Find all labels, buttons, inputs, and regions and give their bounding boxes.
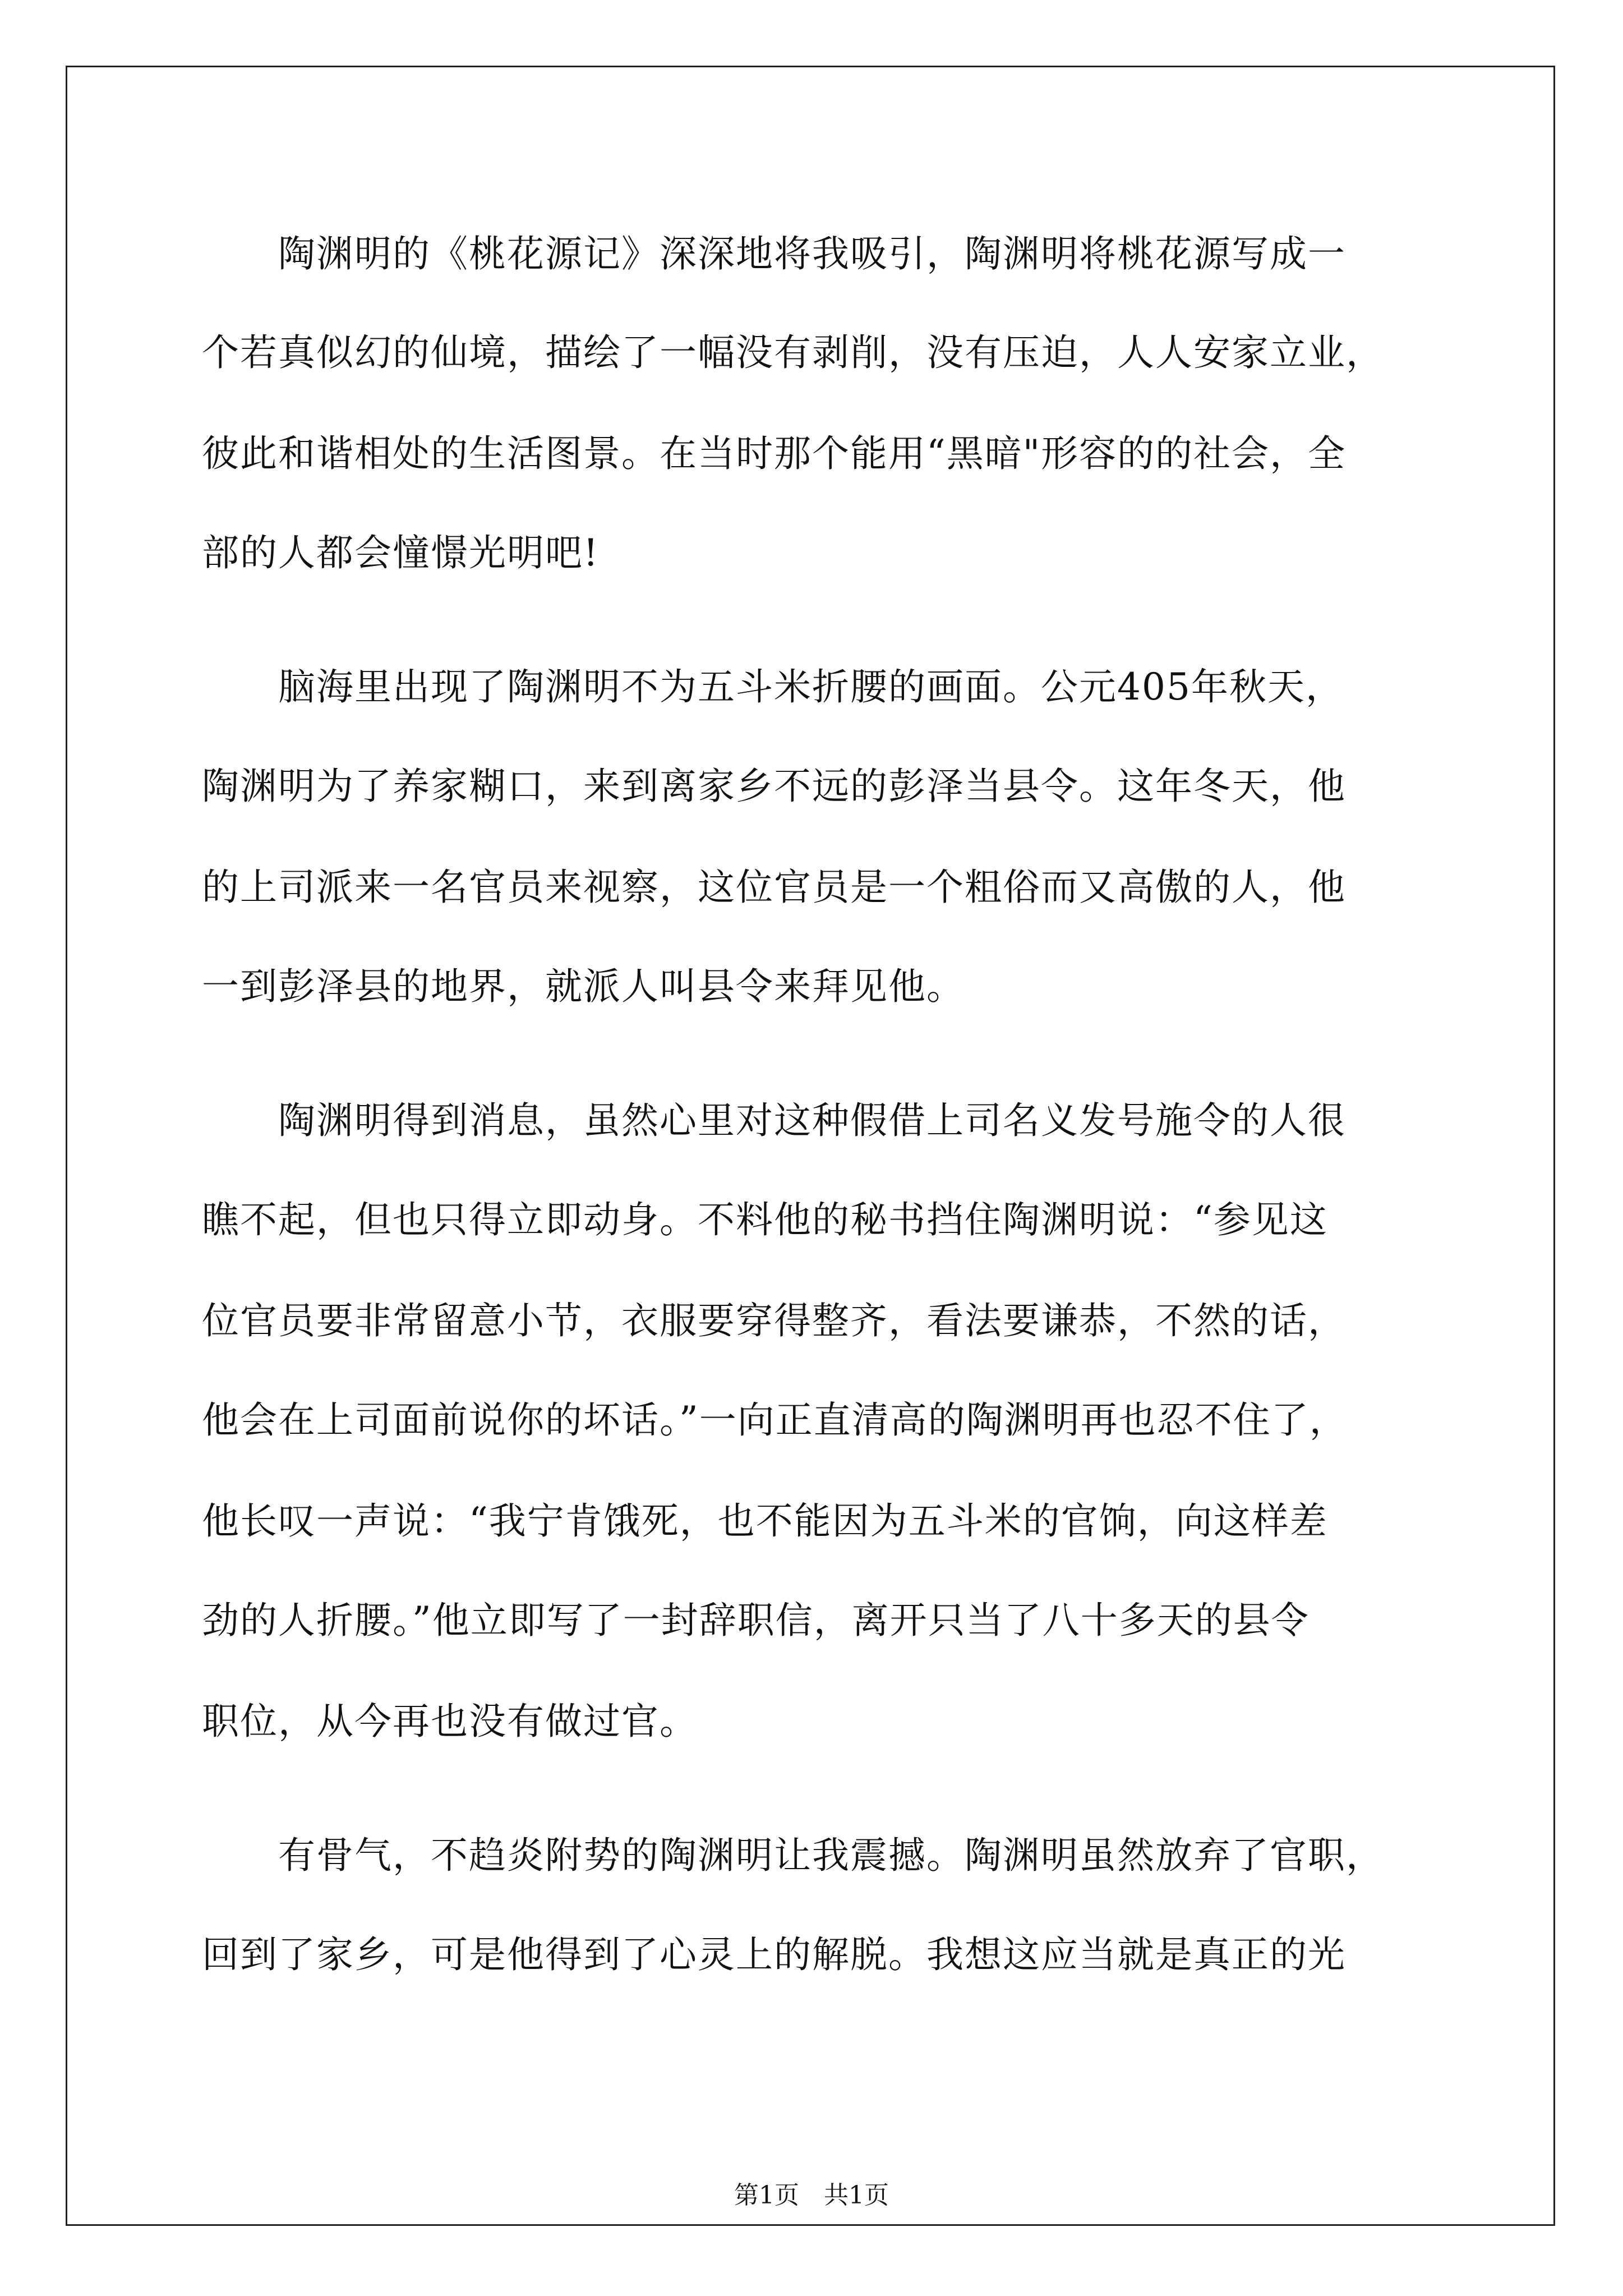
text-line: 位官员要非常留意小节，衣服要穿得整齐，看法要谦恭，不然的话， xyxy=(202,1299,1346,1342)
text-line: 职位，从今再也没有做过官。 xyxy=(202,1700,698,1743)
text-line: 一到彭泽县的地界，就派人叫县令来拜见他。 xyxy=(202,965,965,1008)
text-line: 部的人都会憧憬光明吧! xyxy=(202,531,600,574)
text-line: 劲的人折腰。”他立即写了一封辞职信，离开只当了八十多天的县令 xyxy=(202,1599,1310,1642)
page-footer: 第1页 共1页 xyxy=(734,2181,889,2210)
text-line: 他会在上司面前说你的坏话。”一向正直清高的陶渊明再也忍不住了， xyxy=(202,1398,1348,1442)
text-line: 他长叹一声说：“我宁肯饿死，也不能因为五斗米的官饷，向这样差 xyxy=(202,1499,1328,1543)
text-line: 的上司派来一名官员来视察，这位官员是一个粗俗而又高傲的人，他 xyxy=(202,866,1346,909)
text-line: 回到了家乡，可是他得到了心灵上的解脱。我想这应当就是真正的光 xyxy=(202,1933,1346,1976)
text-line: 瞧不起，但也只得立即动身。不料他的秘书挡住陶渊明说：“参见这 xyxy=(202,1198,1328,1241)
text-line: 陶渊明的《桃花源记》深深地将我吸引，陶渊明将桃花源写成一 xyxy=(202,232,1346,275)
text-line: 个若真似幻的仙境，描绘了一幅没有剥削，没有压迫，人人安家立业， xyxy=(202,331,1384,374)
text-line: 陶渊明得到消息，虽然心里对这种假借上司名义发号施令的人很 xyxy=(202,1099,1346,1142)
text-line: 脑海里出现了陶渊明不为五斗米折腰的画面。公元405年秋天， xyxy=(202,665,1344,708)
text-line: 彼此和谐相处的生活图景。在当时那个能用“黑暗"形容的的社会，全 xyxy=(202,432,1347,475)
text-line: 有骨气，不趋炎附势的陶渊明让我震撼。陶渊明虽然放弃了官职， xyxy=(202,1834,1384,1877)
text-line: 陶渊明为了养家糊口，来到离家乡不远的彭泽当县令。这年冬天，他 xyxy=(202,765,1346,808)
page-border xyxy=(66,66,1555,2226)
